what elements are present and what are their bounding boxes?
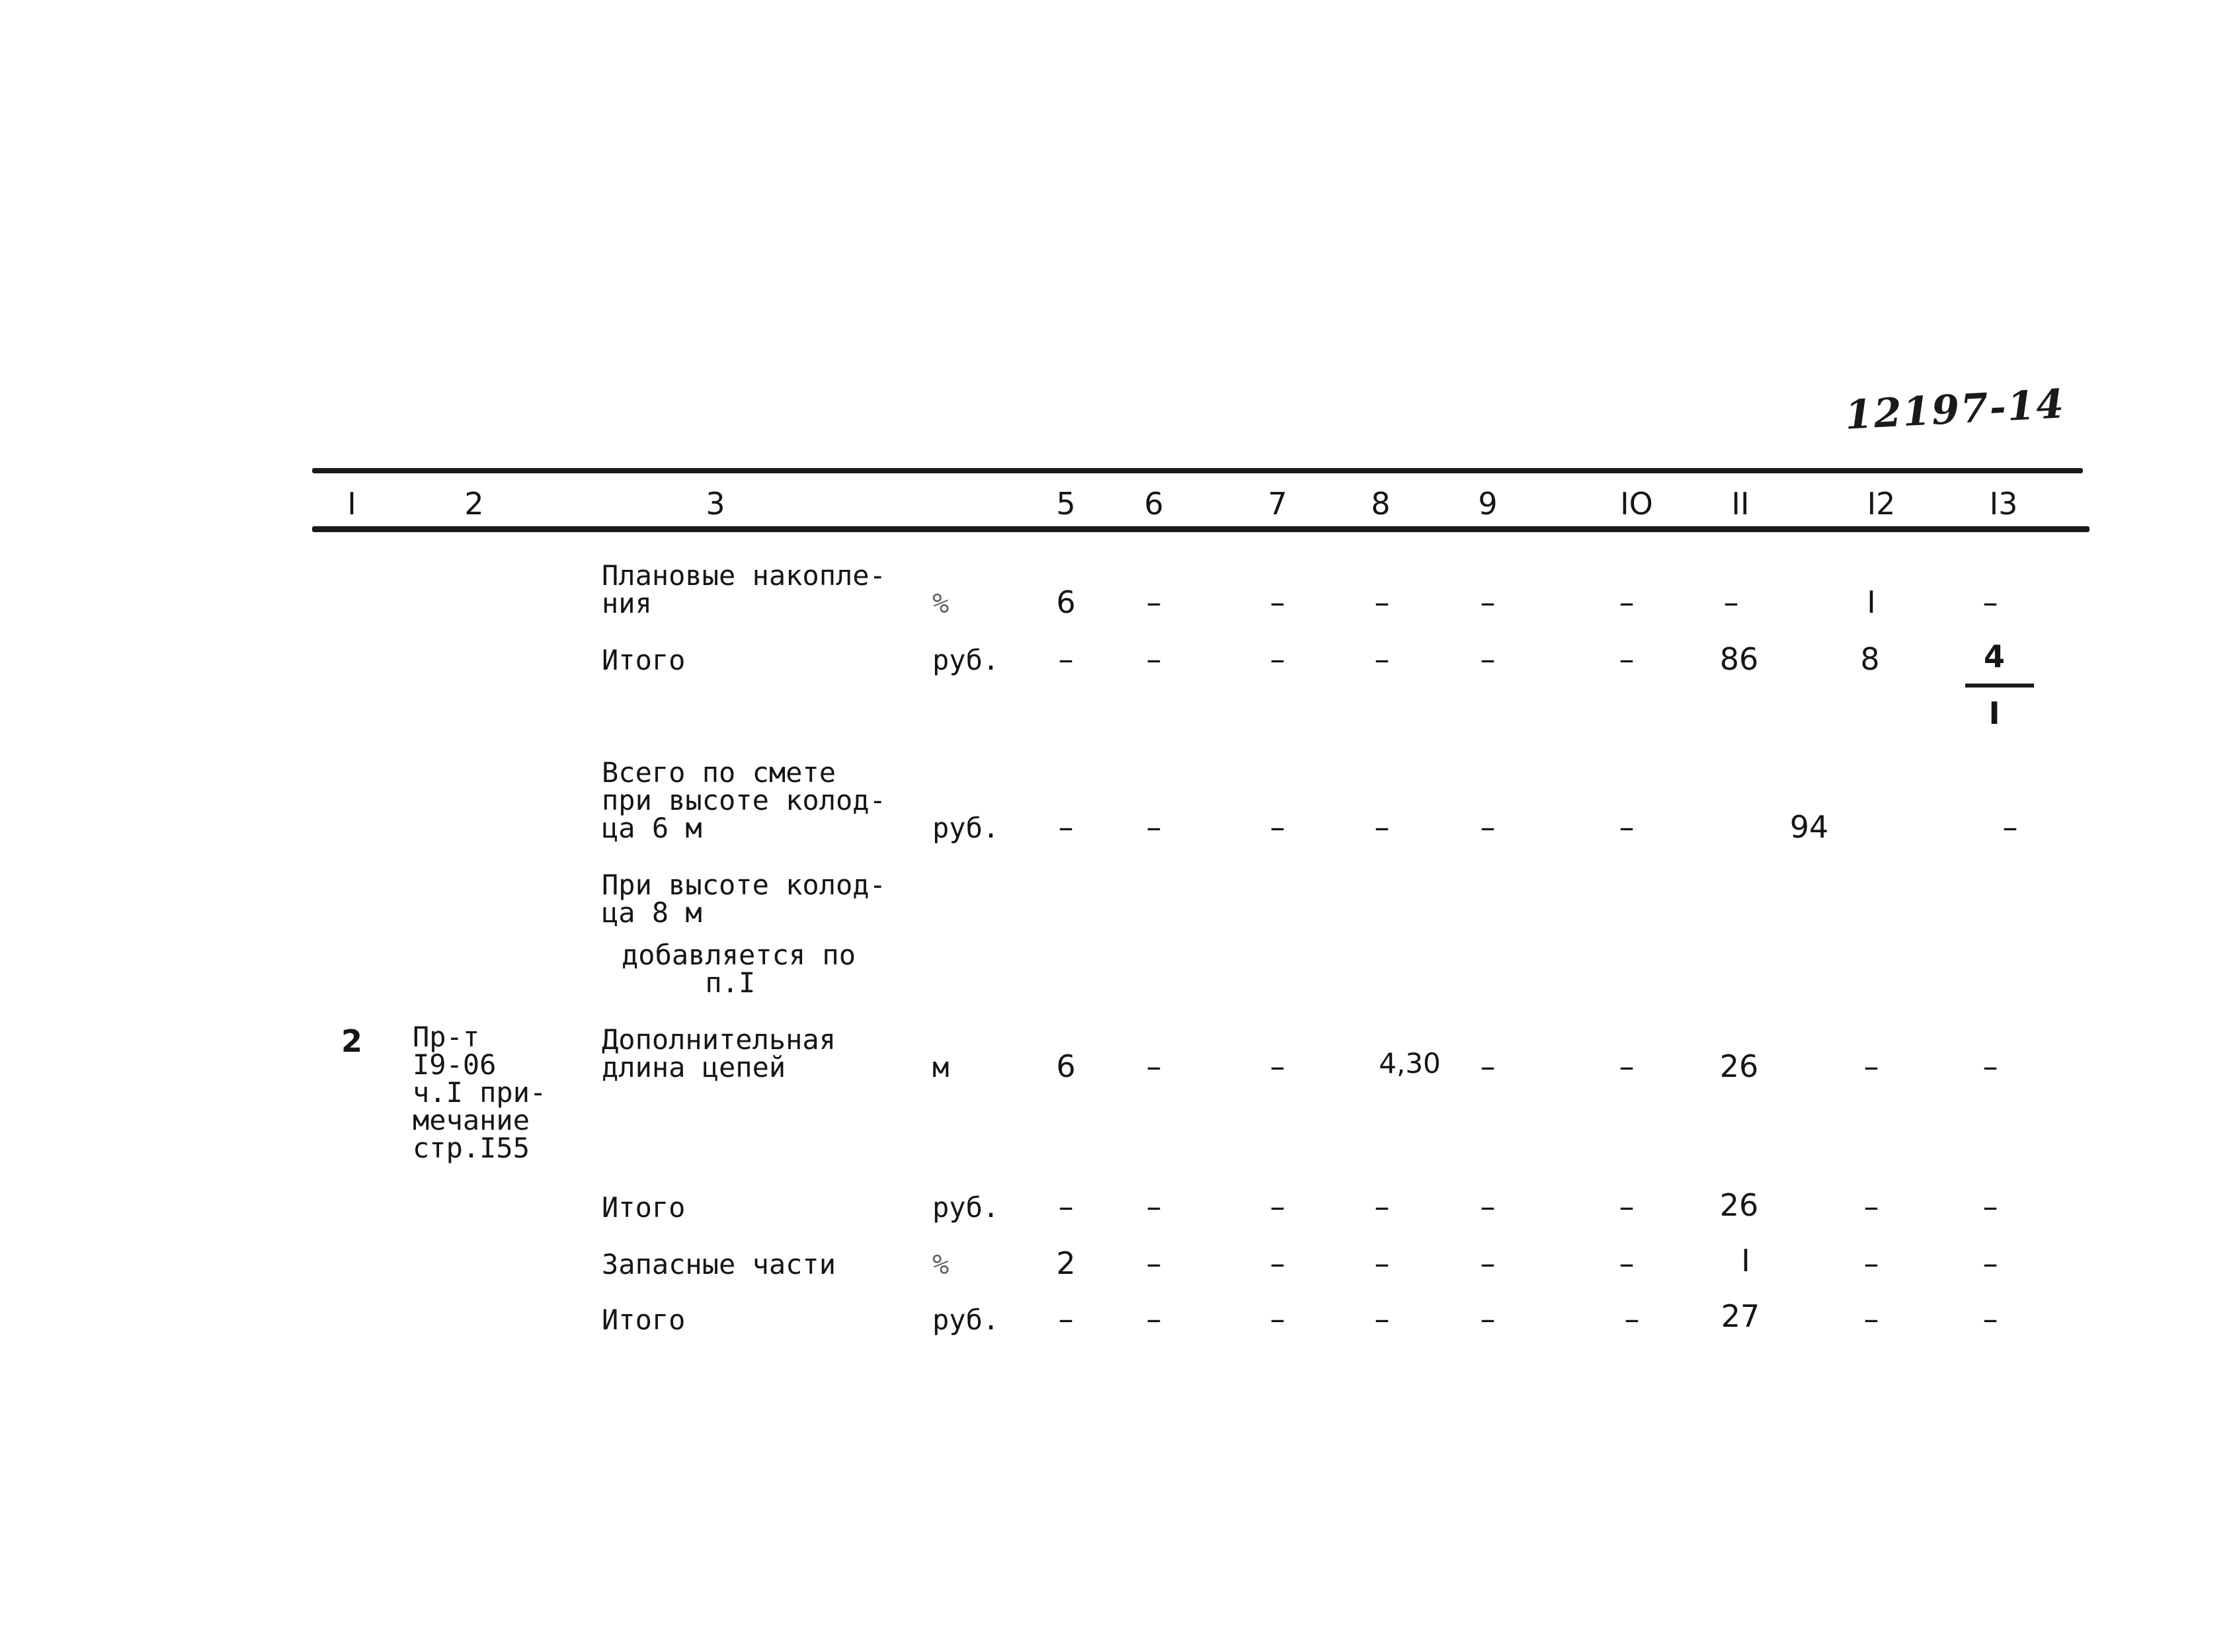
column-header-2: 2 xyxy=(464,486,484,522)
cell-col10: – xyxy=(1624,1301,1640,1337)
cell-col13: – xyxy=(2002,809,2018,845)
row-number: 2 xyxy=(341,1023,363,1059)
cell-col13: – xyxy=(1982,1301,1998,1337)
cell-col13-denominator: I xyxy=(1988,695,2000,731)
cell-col11: 26 xyxy=(1719,1187,1759,1223)
cell-col9: – xyxy=(1480,1245,1496,1281)
column-header-11: II xyxy=(1731,486,1750,522)
row-description: При высоте колод- ца 8 м xyxy=(602,869,886,929)
cell-col12: – xyxy=(1863,1245,1879,1281)
cell-col5: – xyxy=(1058,1301,1074,1337)
document-number: 12197-14 xyxy=(1844,381,2066,439)
row-unit: руб. xyxy=(932,1304,1000,1336)
cell-col7: – xyxy=(1270,584,1285,620)
row-description: Запасные части xyxy=(602,1248,836,1280)
cell-col7: – xyxy=(1270,1301,1285,1337)
cell-col9: – xyxy=(1480,584,1496,620)
cell-col11: 27 xyxy=(1721,1298,1760,1334)
fraction-line xyxy=(1965,684,2034,688)
column-header-3: 3 xyxy=(706,486,725,522)
row-description: Итого xyxy=(602,644,686,676)
cell-col5: – xyxy=(1058,809,1074,845)
cell-col13: – xyxy=(1982,1189,1998,1224)
cell-col10: – xyxy=(1619,1189,1635,1224)
row-unit: руб. xyxy=(932,812,1000,844)
column-header-1: I xyxy=(347,486,356,522)
cell-col7: – xyxy=(1270,1189,1285,1224)
cell-col11: 94 xyxy=(1789,809,1829,845)
cell-col10: – xyxy=(1619,1048,1635,1084)
column-header-12: I2 xyxy=(1867,486,1896,522)
cell-col6: – xyxy=(1146,1189,1162,1224)
row-unit: руб. xyxy=(932,644,1000,676)
cell-col8: – xyxy=(1374,584,1390,620)
cell-col7: – xyxy=(1270,809,1285,845)
column-header-9: 9 xyxy=(1478,486,1498,522)
cell-col13-numerator: 4 xyxy=(1983,639,2006,674)
cell-col6: – xyxy=(1146,1301,1162,1337)
row-description: Плановые накопле- ния xyxy=(602,559,886,619)
row-description: Итого xyxy=(602,1304,686,1336)
column-header-13: I3 xyxy=(1989,486,2018,522)
cell-col5: 2 xyxy=(1056,1245,1076,1281)
row-unit: м xyxy=(932,1051,950,1083)
cell-col8: – xyxy=(1374,1301,1390,1337)
cell-col8: – xyxy=(1374,1245,1390,1281)
cell-col9: – xyxy=(1480,1048,1496,1084)
cell-col5: – xyxy=(1058,641,1074,677)
cell-col7: – xyxy=(1270,1048,1285,1084)
column-header-5: 5 xyxy=(1056,486,1076,522)
cell-col7: – xyxy=(1270,641,1285,677)
column-header-6: 6 xyxy=(1144,486,1164,522)
cell-col9: – xyxy=(1480,809,1496,845)
cell-col10: – xyxy=(1619,1245,1635,1281)
cell-col13: – xyxy=(1982,584,1998,620)
cell-col11: 26 xyxy=(1719,1048,1759,1084)
cell-col5: – xyxy=(1058,1189,1074,1224)
row-unit: % xyxy=(932,1248,950,1280)
cell-col12: 8 xyxy=(1860,641,1880,677)
cell-col5: 6 xyxy=(1056,1048,1076,1084)
cell-col6: – xyxy=(1146,1245,1162,1281)
cell-col8: 4,30 xyxy=(1379,1047,1441,1080)
row-description-continued: добавляется по п.I xyxy=(622,939,856,999)
cell-col6: – xyxy=(1146,641,1162,677)
row-unit: % xyxy=(932,587,950,619)
cell-col12: – xyxy=(1863,1048,1879,1084)
cell-col7: – xyxy=(1270,1245,1285,1281)
table-top-rule xyxy=(312,468,2083,473)
cell-col8: – xyxy=(1374,809,1390,845)
cell-col11: – xyxy=(1723,584,1739,620)
cell-col10: – xyxy=(1619,809,1635,845)
cell-col9: – xyxy=(1480,641,1496,677)
cell-col12: – xyxy=(1863,1301,1879,1337)
row-description: Всего по смете при высоте колод- ца 6 м xyxy=(602,756,886,844)
row-unit: руб. xyxy=(932,1191,1000,1224)
cell-col6: – xyxy=(1146,809,1162,845)
cell-col13: – xyxy=(1982,1245,1998,1281)
column-header-7: 7 xyxy=(1268,486,1287,522)
cell-col8: – xyxy=(1374,1189,1390,1224)
cell-col10: – xyxy=(1619,584,1635,620)
cell-col10: – xyxy=(1619,641,1635,677)
column-header-8: 8 xyxy=(1371,486,1391,522)
cell-col6: – xyxy=(1146,584,1162,620)
cell-col12: I xyxy=(1867,584,1876,620)
column-header-10: IO xyxy=(1620,486,1653,522)
cell-col9: – xyxy=(1480,1301,1496,1337)
cell-col8: – xyxy=(1374,641,1390,677)
cell-col12: – xyxy=(1863,1189,1879,1224)
row-description: Итого xyxy=(602,1191,686,1224)
cell-col6: – xyxy=(1146,1048,1162,1084)
cell-col11: I xyxy=(1741,1243,1750,1278)
cell-col5: 6 xyxy=(1056,584,1076,620)
table-header-rule xyxy=(312,526,2090,532)
row-reference: Пр-т I9-06 ч.I при- мечание стр.I55 xyxy=(413,1021,547,1164)
row-description: Дополнительная длина цепей xyxy=(602,1023,836,1083)
cell-col11: 86 xyxy=(1719,641,1759,677)
cell-col9: – xyxy=(1480,1189,1496,1224)
cell-col13: – xyxy=(1982,1048,1998,1084)
